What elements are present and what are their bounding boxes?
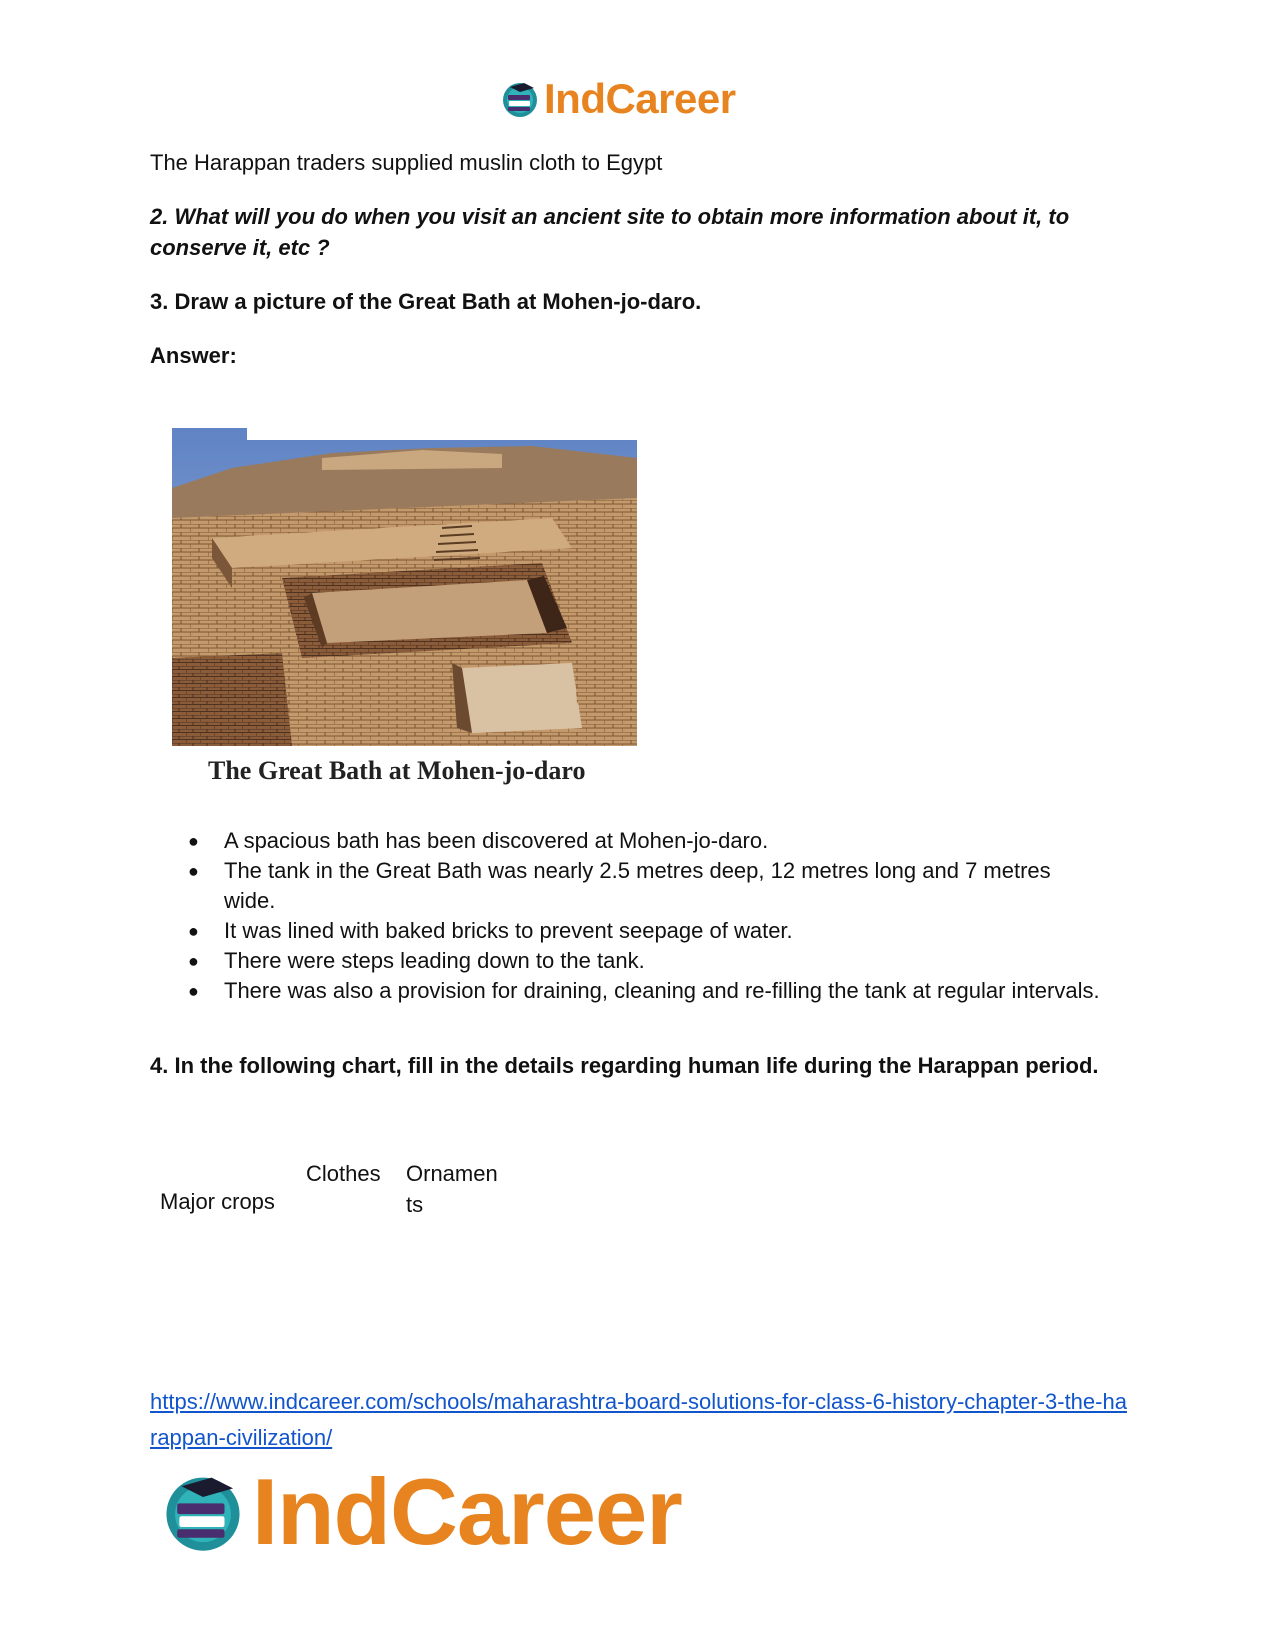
answer-bullet-list <box>186 826 1106 1006</box>
question-3: 3. Draw a picture of the Great Bath at Mohen-jo-daro. <box>150 289 702 314</box>
header-logo <box>500 75 736 122</box>
logo-wordmark: IndCareer <box>544 75 736 122</box>
answer-label: Answer: <box>150 343 237 368</box>
list-item: ● The tank in the Great Bath was nearly 2.5 metres deep, 12 metres long and 7 metres wide. <box>188 858 1051 913</box>
bullet-icon: ● <box>188 981 199 1001</box>
bullet-icon: ● <box>188 921 199 941</box>
list-item: ● A spacious bath has been discovered at Mohen-jo-daro. <box>186 826 1106 856</box>
table-header-cell: Clothes <box>306 1161 381 1186</box>
table-header-cell: Ornaments <box>406 1161 498 1217</box>
table-row <box>150 1158 512 1220</box>
footer-logo <box>160 1459 682 1564</box>
list-item: ● There were steps leading down to the tank. <box>186 946 1106 976</box>
bullet-icon: ● <box>188 831 199 851</box>
list-item: ● There was also a provision for draining, cleaning and re-filling the tank at regular intervals. <box>186 976 1106 1006</box>
logo-wordmark: IndCareer <box>252 1459 682 1564</box>
question-4: 4. In the following chart, fill in the details regarding human life during the Harappan period. <box>150 1053 1099 1078</box>
source-link[interactable]: https://www.indcareer.com/schools/maharashtra-board-solutions-for-class-6-history-chapter-3-the-harappan-civilization/ <box>150 1389 1127 1450</box>
list-item: ● It was lined with baked bricks to prevent seepage of water. <box>186 916 1106 946</box>
photo-caption: The Great Bath at Mohen-jo-daro <box>208 756 586 785</box>
question-2: 2. What will you do when you visit an ancient site to obtain more information about it, to conserve it, etc ? <box>150 204 1070 260</box>
intro-line: The Harappan traders supplied muslin cloth to Egypt <box>150 150 663 175</box>
harappan-life-chart <box>150 1158 512 1220</box>
great-bath-photo <box>172 428 637 746</box>
bullet-icon: ● <box>188 951 199 971</box>
logo-globe-icon <box>160 1469 246 1555</box>
table-header-cell: Major crops <box>160 1189 275 1214</box>
logo-globe-icon <box>500 79 540 119</box>
bullet-icon: ● <box>188 861 199 881</box>
